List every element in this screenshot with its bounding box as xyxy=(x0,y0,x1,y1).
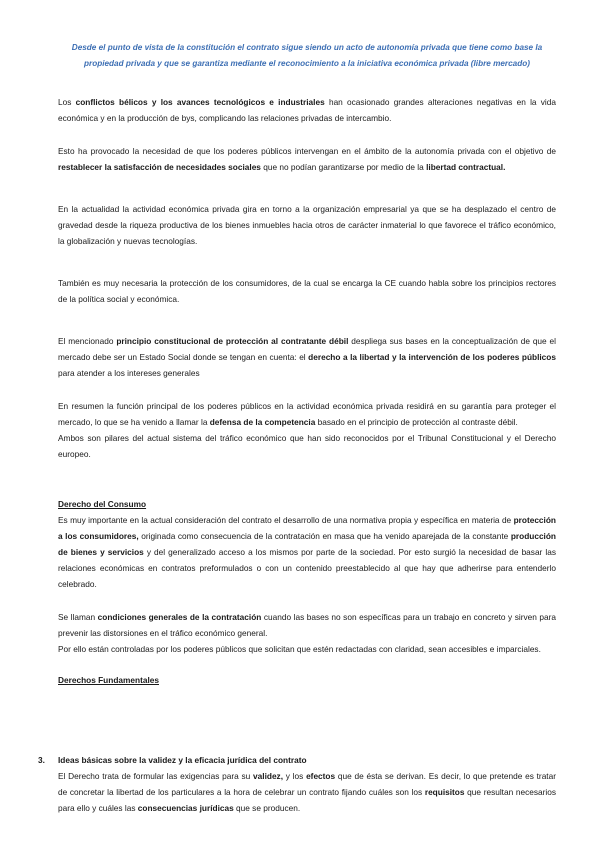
paragraph-actividad-economica: En la actualidad la actividad económica privada gira en torno a la organización empresarial ya que se ha desplazado el centro de gravedad desde la riqueza productiva de los bienes inmuebles hacia otros de carácter inmaterial lo que favorece el tráfico económico, la globalización y nuevas tecnologías. xyxy=(58,204,556,246)
text-run: que se producen. xyxy=(233,803,301,813)
section-3 xyxy=(38,752,557,816)
bold-run: principio constitucional de protección al contratante débil xyxy=(116,336,349,346)
section-title-consumo: Derecho del Consumo xyxy=(58,499,147,509)
bold-run: requisitos xyxy=(424,787,465,797)
section-3-title: Ideas básicas sobre la validez y la eficacia jurídica del contrato xyxy=(58,755,307,765)
text-run: En resumen la función principal de los poderes públicos en la actividad económica privada residirá en su garantía para proteger el mercado, lo que se ha venido a llamar la xyxy=(58,401,556,427)
bold-run: efectos xyxy=(306,771,336,781)
paragraph-resumen xyxy=(58,398,556,430)
bold-run: derecho a la libertad y la intervención de los poderes públicos xyxy=(308,352,556,362)
text-run: Esto ha provocado la necesidad de que los poderes públicos intervengan en el ámbito de la autonomía privada con el objetivo de xyxy=(58,146,556,156)
bold-run: consecuencias jurídicas xyxy=(137,803,234,813)
text-run: Los xyxy=(58,97,76,107)
text-run: basado en el principio de protección al contraste débil. xyxy=(315,417,518,427)
section-title-fundamentales: Derechos Fundamentales xyxy=(58,675,159,685)
paragraph-principio-constitucional xyxy=(58,333,556,381)
paragraph-poderes-publicos xyxy=(58,143,556,175)
bold-run: protección a los consumidores, xyxy=(58,515,556,541)
text-run: Es muy importante en la actual consideración del contrato el desarrollo de una normativa propia y específica en materia de xyxy=(58,515,514,525)
text-run: que de ésta se derivan. Es decir, lo que pretende es tratar de concretar la libertad de los particulares a la hora de celebrar un contrato fijando cuáles son los xyxy=(58,771,556,797)
bold-run: conflictos bélicos y los avances tecnológicos e industriales xyxy=(75,97,325,107)
text-run: El Derecho trata de formular las exigencias para su xyxy=(58,771,254,781)
paragraph-validez xyxy=(58,768,556,816)
text-run: que no podían garantizarse por medio de la xyxy=(260,162,427,172)
text-run: para atender a los intereses generales xyxy=(58,368,200,378)
bold-run: libertad contractual. xyxy=(426,162,506,172)
bold-run: producción de bienes y servicios xyxy=(58,531,556,557)
paragraph-conflictos xyxy=(58,94,556,126)
page-heading: Desde el punto de vista de la constitución el contrato sigue siendo un acto de autonomía privada que tiene como base la propiedad privada y que se garantiza mediante el reconocimiento a la iniciativa económica privada (libre mercado) xyxy=(71,43,543,68)
paragraph-control-poderes: Por ello están controladas por los poderes públicos que solicitan que estén redactadas con claridad, sean accesibles e imparciales. xyxy=(58,644,541,654)
text-run: han ocasionado grandes alteraciones negativas en la vida económica y en la producción de bys, complicando las relaciones privadas de intercambio. xyxy=(58,97,556,123)
paragraph-condiciones-generales xyxy=(58,609,556,641)
text-run: originada como consecuencia de la contratación en masa que ha venido aparejada de la constante xyxy=(138,531,511,541)
text-run: y del generalizado acceso a los mismos por parte de la sociedad. Por esto surgió la necesidad de basar las relaciones económicas en contratos preformulados o con un contenido preestablecido al que hay que adherirse para entenderlo celebrado. xyxy=(58,547,556,589)
section-number: 3. xyxy=(38,755,45,765)
text-run: Se llaman xyxy=(58,612,98,622)
paragraph-pilares: Ambos son pilares del actual sistema del tráfico económico que han sido reconocidos por el Tribunal Constitucional y el Derecho europeo. xyxy=(58,433,556,459)
bold-run: defensa de la competencia xyxy=(209,417,316,427)
text-run: y los xyxy=(283,771,307,781)
bold-run: restablecer la satisfacción de necesidades sociales xyxy=(58,162,261,172)
paragraph-consumo xyxy=(58,512,556,592)
text-run: El mencionado xyxy=(58,336,117,346)
paragraph-consumidores: También es muy necesaria la protección de los consumidores, de la cual se encarga la CE cuando habla sobre los principios rectores de la política social y económica. xyxy=(58,278,556,304)
text-run: despliega sus bases en la conceptualización de que el mercado debe ser un Estado Social donde se tengan en cuenta: el xyxy=(58,336,556,362)
text-run: cuando las bases no son específicas para un trabajo en concreto y sirven para prevenir las distorsiones en el tráfico económico general. xyxy=(58,612,556,638)
bold-run: condiciones generales de la contratación xyxy=(97,612,262,622)
text-run: que resultan necesarios para ello y cuáles las xyxy=(58,787,557,813)
bold-run: validez, xyxy=(253,771,284,781)
